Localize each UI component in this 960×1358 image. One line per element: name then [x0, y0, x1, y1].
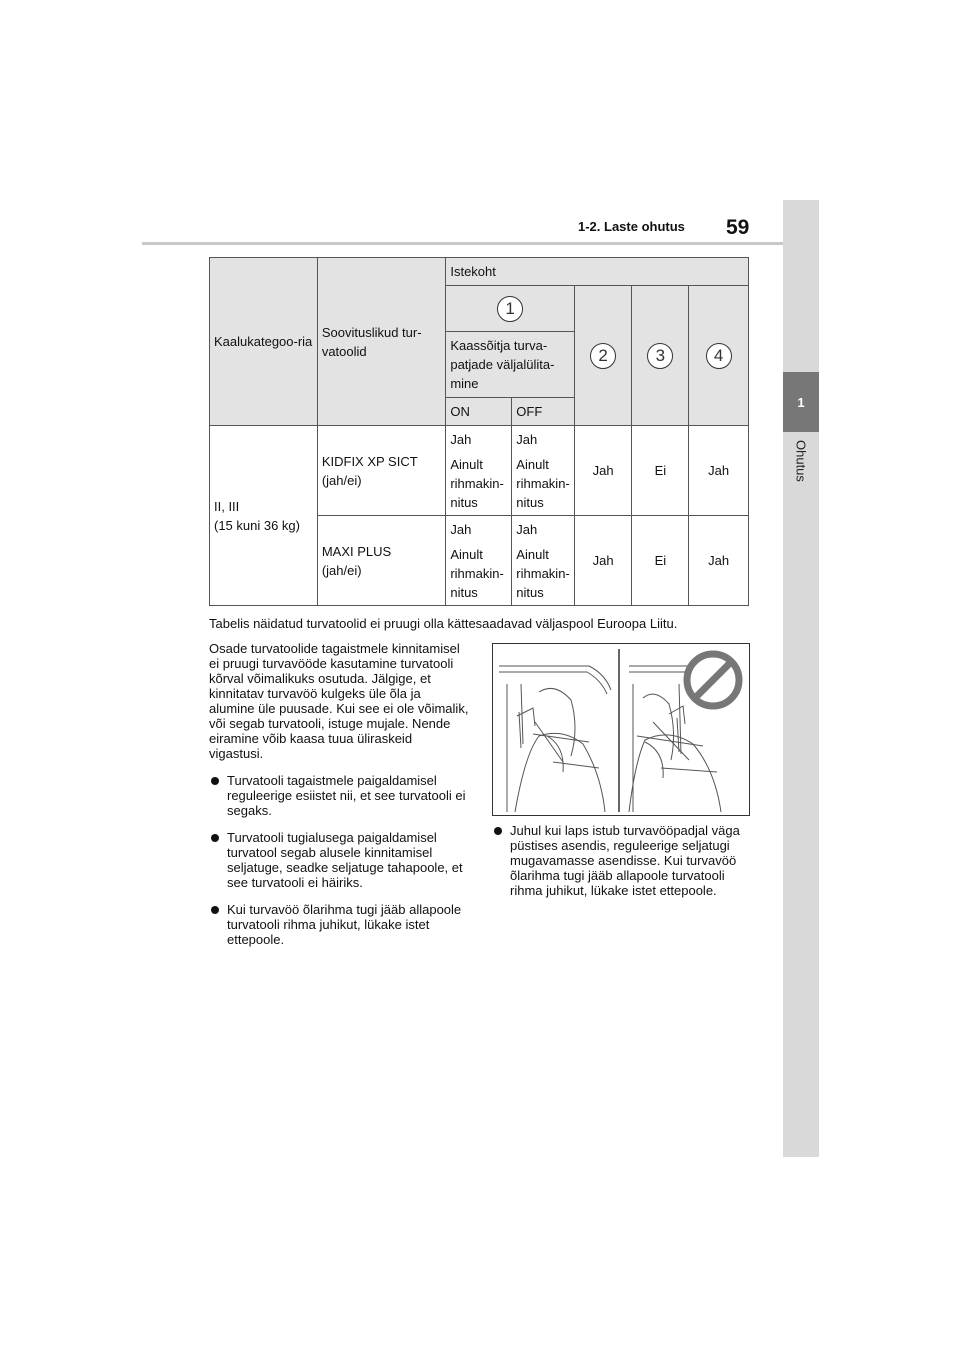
seat-number-4-icon: 4	[706, 343, 732, 369]
seat-2-value: Jah	[574, 516, 632, 606]
weight-group: II, III	[214, 498, 240, 514]
recommended-seats-header: Soovituslikud tur-vatoolid	[317, 258, 446, 426]
airbag-on-cell	[446, 426, 512, 516]
off-value: Jah	[516, 521, 538, 537]
seat-note: (jah/ei)	[321, 472, 362, 488]
airbag-on-cell	[446, 516, 512, 606]
on-header: ON	[446, 398, 512, 426]
seat-name: KIDFIX XP SICT	[321, 453, 418, 469]
bullet-dot-icon	[211, 777, 219, 785]
bullet-text: Kui turvavöö õlarihma tugi jääb allapoole turvatooli rihma juhikut, lükake istet ettepoole.	[227, 902, 462, 947]
seat-2-value: Jah	[574, 426, 632, 516]
bullet-item	[209, 773, 469, 818]
bullet-text: Juhul kui laps istub turvavööpadjal väga püstises asendis, reguleerige seljatugi mugavamasse asendisse. Kui turvavöö õlarihma tugi jääb allapoole turvatooli rihma juhikut, lükake istet ettepoole.	[510, 823, 740, 898]
off-header: OFF	[512, 398, 574, 426]
seat-name: MAXI PLUS	[321, 543, 392, 559]
chapter-side-tab	[783, 200, 819, 1157]
bullet-dot-icon	[211, 906, 219, 914]
off-note: Ainult rihmakin-nitus	[516, 546, 570, 600]
seat-position-header: Istekoht	[446, 258, 749, 286]
bullet-item	[492, 823, 748, 898]
on-note: Ainult rihmakin-nitus	[450, 456, 504, 510]
section-title: 1-2. Laste ohutus	[578, 219, 685, 234]
weight-category-header: Kaalukategoo-ria	[210, 258, 318, 426]
prohibition-icon	[687, 654, 739, 706]
chapter-number: 1	[783, 372, 819, 432]
weight-category-cell	[210, 426, 318, 606]
seat-4-header	[689, 286, 749, 426]
left-column	[209, 641, 469, 959]
child-seat-table	[209, 257, 749, 606]
chapter-label: Ohutus	[793, 440, 809, 482]
bullet-text: Turvatooli tagaistmele paigaldamisel reguleerige esiistet nii, et see turvatooli ei segaks.	[227, 773, 466, 818]
illustration-drawing	[493, 644, 749, 815]
header-divider	[142, 242, 783, 245]
seat-name-cell	[317, 516, 446, 606]
on-value: Jah	[450, 431, 472, 447]
seat-3-value: Ei	[632, 426, 689, 516]
bullet-dot-icon	[211, 834, 219, 842]
off-note: Ainult rihmakin-nitus	[516, 456, 570, 510]
table-footnote: Tabelis näidatud turvatoolid ei pruugi olla kättesaadavad väljaspool Euroopa Liitu.	[209, 616, 678, 631]
off-value: Jah	[516, 431, 538, 447]
bullet-item	[209, 830, 469, 890]
on-note: Ainult rihmakin-nitus	[450, 546, 504, 600]
seat-3-header	[632, 286, 689, 426]
airbag-off-cell	[512, 426, 574, 516]
bullet-dot-icon	[494, 827, 502, 835]
seat-name-cell	[317, 426, 446, 516]
seat-note: (jah/ei)	[321, 562, 362, 578]
seat-3-value: Ei	[632, 516, 689, 606]
page-number: 59	[726, 216, 750, 239]
right-column	[492, 823, 748, 910]
seat-number-3-icon: 3	[647, 343, 673, 369]
seat-4-value: Jah	[689, 516, 749, 606]
seat-4-value: Jah	[689, 426, 749, 516]
bullet-item	[209, 902, 469, 947]
seat-1-header	[446, 286, 574, 332]
bullet-text: Turvatooli tugialusega paigaldamisel turvatool segab alusele kinnitamisel seljatuge, seadke seljatuge tahapoole, et see turvatooli ei häiriks.	[227, 830, 463, 890]
airbag-off-cell	[512, 516, 574, 606]
airbag-switch-header: Kaassõitja turva-patjade väljalülita-mine	[446, 332, 574, 398]
weight-range: (15 kuni 36 kg)	[214, 517, 300, 533]
seat-2-header	[574, 286, 632, 426]
seat-number-2-icon: 2	[590, 343, 616, 369]
seat-number-1-icon: 1	[497, 296, 523, 322]
child-seat-illustration	[492, 643, 750, 816]
intro-paragraph: Osade turvatoolide tagaistmele kinnitamisel ei pruugi turvavööde kasutamine turvatooli kõrval võimalikuks osutuda. Jälgige, et kinnitatav turvavöö kulgeks üle õla ja alumine üle puusade. Kui see ei ole võimalik, või segab turvatooli, istuge mujale. Nende eiramine võib kaasa tuua üliraskeid vigastusi.	[209, 641, 469, 761]
on-value: Jah	[450, 521, 472, 537]
